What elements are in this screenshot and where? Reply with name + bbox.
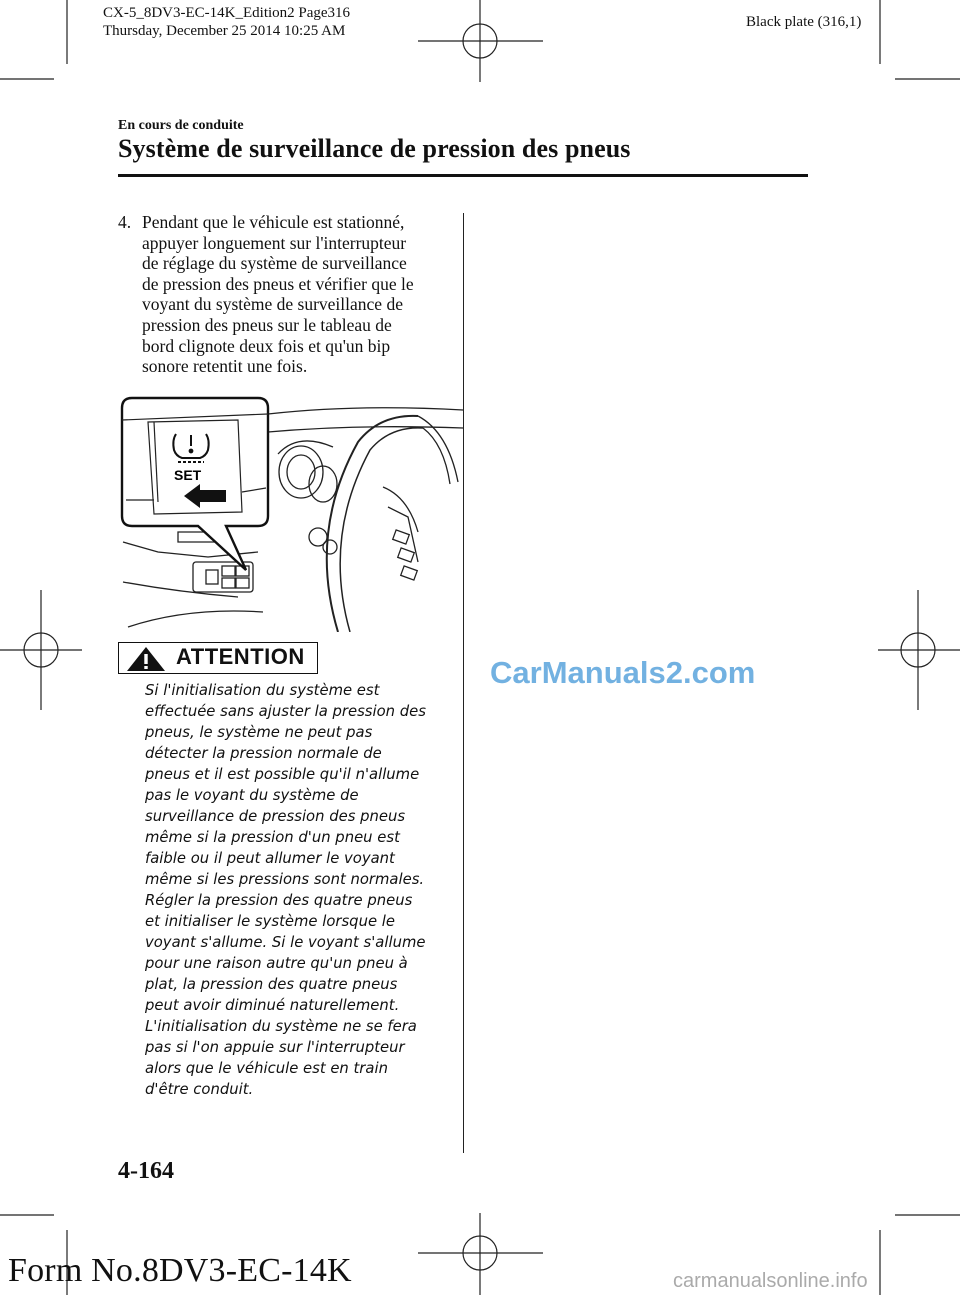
attention-line: même si les pressions sont normales. [145, 871, 425, 888]
print-info-line-1: CX-5_8DV3-EC-14K_Edition2 Page316 [103, 5, 351, 21]
attention-line: voyant s'allume. Si le voyant s'allume [145, 934, 426, 951]
plate-info: Black plate (316,1) [746, 14, 862, 30]
attention-line: pour une raison autre qu'un pneu à [145, 955, 408, 972]
step-line: Pendant que le véhicule est stationné, [142, 212, 405, 232]
attention-line: pneus et il est possible qu'il n'allume [145, 766, 420, 783]
attention-line: peut avoir diminué naturellement. [145, 997, 400, 1014]
attention-line: L'initialisation du système ne se fera [145, 1018, 417, 1035]
attention-line: même si la pression d'un pneu est [145, 829, 400, 846]
attention-line: effectuée sans ajuster la pression des [145, 703, 426, 720]
watermark: CarManuals2.com [490, 655, 756, 690]
warning-triangle-icon [125, 645, 167, 673]
dashboard-illustration [118, 392, 463, 632]
step-line: voyant du système de surveillance de [142, 294, 403, 315]
step-line: bord clignote deux fois et qu'un bip [142, 335, 391, 356]
print-info-line-2: Thursday, December 25 2014 10:25 AM [103, 23, 346, 39]
attention-line: surveillance de pression des pneus [145, 808, 406, 825]
attention-line: pneus, le système ne peut pas [145, 724, 373, 741]
page-title: Système de surveillance de pression des pneus [118, 134, 631, 163]
print-info [103, 4, 350, 40]
attention-text [145, 680, 450, 1100]
step-line: pression des pneus sur le tableau de [142, 314, 392, 335]
step-number: 4. [118, 212, 132, 232]
set-button-label: SET [174, 467, 202, 483]
page-number: 4-164 [118, 1158, 174, 1184]
step-line: sonore retentit une fois. [142, 356, 308, 377]
attention-line: et initialiser le système lorsque le [145, 913, 395, 930]
attention-label: ATTENTION [176, 644, 305, 669]
step-line: de réglage du système de surveillance [142, 253, 407, 274]
step-text [142, 212, 472, 377]
attention-line: pas le voyant du système de [145, 787, 359, 804]
site-watermark: carmanualsonline.info [673, 1270, 868, 1292]
attention-line: détecter la pression normale de [145, 745, 382, 762]
attention-line: d'être conduit. [145, 1081, 254, 1098]
attention-line: pas si l'on appuie sur l'interrupteur [145, 1039, 405, 1056]
section-label: En cours de conduite [118, 118, 244, 133]
attention-line: faible ou il peut allumer le voyant [145, 850, 395, 867]
attention-line: plat, la pression des quatre pneus [145, 976, 398, 993]
attention-line: alors que le véhicule est en train [145, 1060, 388, 1077]
attention-line: Régler la pression des quatre pneus [145, 892, 413, 909]
attention-line: Si l'initialisation du système est [145, 682, 380, 699]
title-rule [118, 174, 808, 177]
form-number: Form No.8DV3-EC-14K [8, 1252, 352, 1289]
step-line: de pression des pneus et vérifier que le [142, 273, 414, 294]
step-line: appuyer longuement sur l'interrupteur [142, 232, 407, 253]
